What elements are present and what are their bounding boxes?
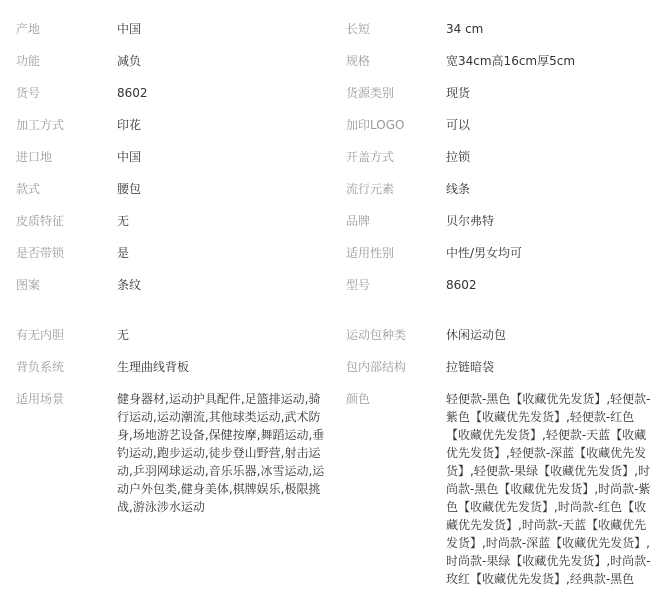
attr-value: 无: [117, 328, 130, 342]
attr-label: 有无内胆: [16, 328, 65, 342]
attr-value: 中性/男女均可: [446, 246, 523, 260]
attr-value: 8602: [117, 86, 148, 100]
attr-label: 开盖方式: [346, 150, 395, 164]
attr-value: 拉链暗袋: [446, 360, 495, 374]
attr-label: 流行元素: [346, 182, 395, 196]
attr-label: 功能: [16, 54, 41, 68]
attr-value: 是: [117, 246, 130, 260]
attr-row: [0, 212, 660, 232]
attr-row: [0, 84, 660, 104]
attr-value: 8602: [446, 278, 477, 292]
attr-label-scenario: 适用场景: [16, 392, 65, 406]
attr-label: 皮质特征: [16, 214, 65, 228]
attr-value: 拉锁: [446, 150, 471, 164]
attr-label: 加印LOGO: [346, 118, 405, 132]
attr-value: 生理曲线背板: [117, 360, 190, 374]
attr-value: 中国: [117, 22, 142, 36]
attr-label: 背负系统: [16, 360, 65, 374]
attr-label: 加工方式: [16, 118, 65, 132]
attr-row: [0, 358, 660, 378]
attr-value: 条纹: [117, 278, 142, 292]
attr-value: 腰包: [117, 182, 142, 196]
attr-label: 产地: [16, 22, 41, 36]
attr-label: 图案: [16, 278, 41, 292]
attr-label: 包内部结构: [346, 360, 407, 374]
attr-label: 货源类别: [346, 86, 395, 100]
attr-row: [0, 276, 660, 296]
attr-row: [0, 148, 660, 168]
attr-value: 中国: [117, 150, 142, 164]
attr-row: [0, 116, 660, 136]
attr-value: 贝尔弗特: [446, 214, 495, 228]
attr-label: 运动包种类: [346, 328, 407, 342]
attr-value-color: 轻便款-黑色【收藏优先发货】,轻便款-紫色【收藏优先发货】,轻便款-红色【收藏优先发货】,轻便款-天蓝【收藏优先发货】,轻便款-深蓝【收藏优先发货】,轻便款-果绿【收藏优先发货】,时尚款-黑色【收藏优先发货】,时尚款-紫色【收藏优先发货】,时尚款-红色【收藏优先发货】,时尚款-天蓝【收藏优先发货】,时尚款-深蓝【收藏优先发货】,时尚款-果绿【收藏优先发货】,时尚款-玫红【收藏优先发货】,经典款-黑色: [446, 392, 651, 586]
attr-row: [0, 244, 660, 264]
attr-label: 规格: [346, 54, 371, 68]
attr-value: 线条: [446, 182, 471, 196]
attr-label-color: 颜色: [346, 392, 371, 406]
attr-label: 品牌: [346, 214, 371, 228]
attr-value: 可以: [446, 118, 471, 132]
attr-row: [0, 20, 660, 40]
attr-label: 适用性别: [346, 246, 395, 260]
attr-label: 款式: [16, 182, 41, 196]
attr-label: 长短: [346, 22, 371, 36]
attr-value-scenario: 健身器材,运动护具配件,足篮排运动,骑行运动,运动潮流,其他球类运动,武术防身,场地游艺设备,保健按摩,舞蹈运动,垂钓运动,跑步运动,徒步登山野营,射击运动,乒羽网球运动,音乐乐器,冰雪运动,运动户外包类,健身美体,棋牌娱乐,极限挑战,游泳涉水运动: [117, 392, 325, 514]
attr-value: 印花: [117, 118, 142, 132]
attr-row: [0, 326, 660, 346]
attr-label: 货号: [16, 86, 41, 100]
attr-value: 现货: [446, 86, 471, 100]
attr-label: 是否带锁: [16, 246, 65, 260]
attr-label: 型号: [346, 278, 371, 292]
attr-row: [0, 180, 660, 200]
attr-value: 无: [117, 214, 130, 228]
attr-value: 宽34cm高16cm厚5cm: [446, 54, 576, 68]
attr-label: 进口地: [16, 150, 53, 164]
attr-value: 休闲运动包: [446, 328, 507, 342]
attr-value: 34 cm: [446, 22, 484, 36]
attr-row: [0, 52, 660, 72]
attr-value: 减负: [117, 54, 142, 68]
